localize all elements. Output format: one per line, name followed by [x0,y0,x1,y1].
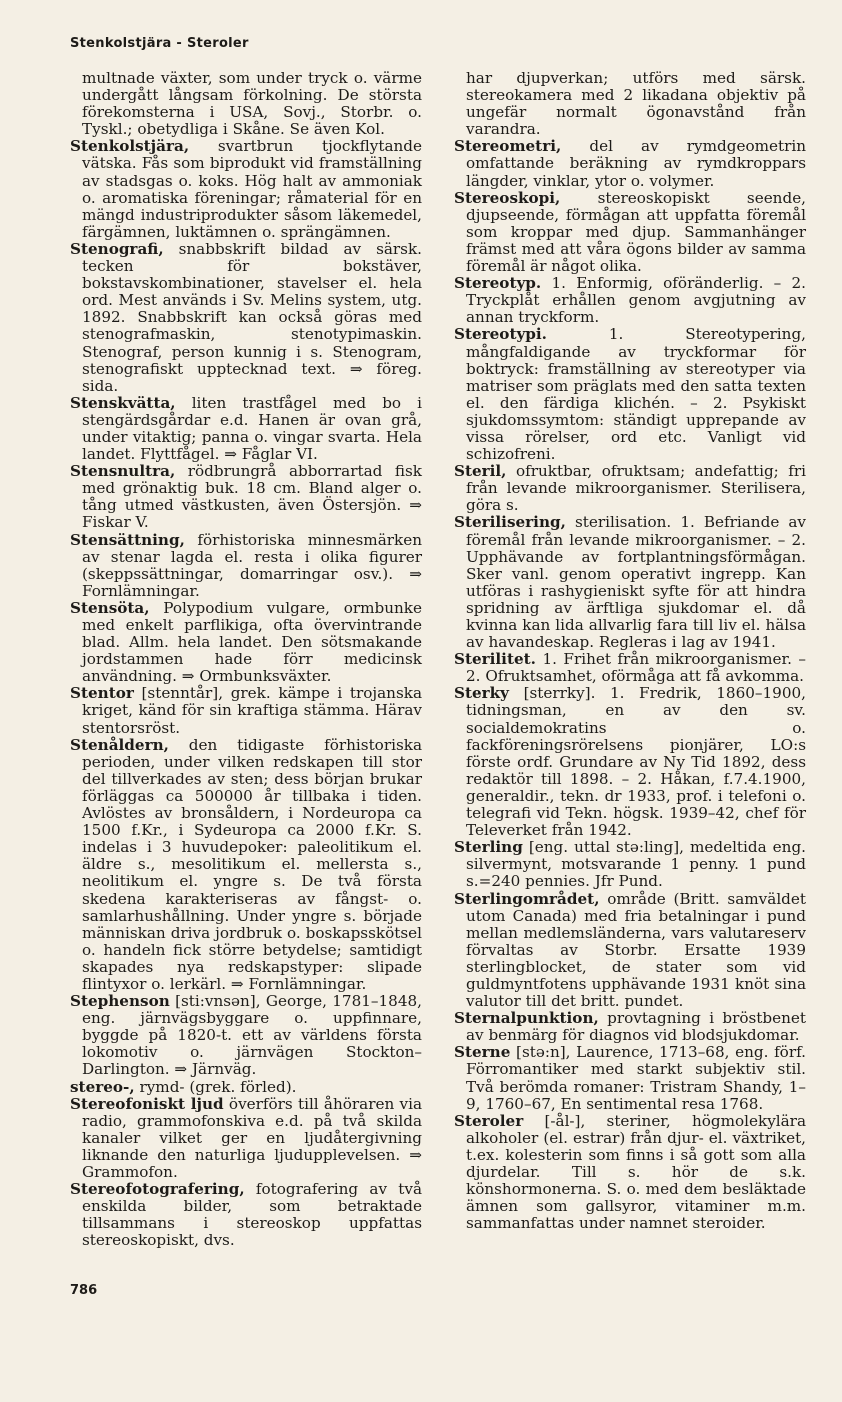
dictionary-entry: Stensättning, förhistoriska minnesmärken av stenar lagda el. resta i olika figurer (skeppssättningar, domarringar osv.). ⇒ Fornlämningar. [70,530,423,600]
dictionary-entry: Sterilisering, sterilisation. 1. Befriande av föremål från levande mikroorganismer. – 2. Upphävande av fortplantningsförmågan. Sker vanl. genom operativt ingrepp. Kan utföras i rashygieniskt syfte för att hindra spridning av ärftliga sjukdomar el. då kvinna kan lida allvarlig fara till liv el. hälsa av havandeskap. Regleras i lag av 1941. [454,513,807,652]
dictionary-entry: Stenåldern, den tidigaste förhistoriska perioden, under vilken redskapen till stor del tillverkades av sten; dess början brukar förläggas ca 500000 år tillbaka i tiden. Avlöstes av bronsåldern, i Nordeuropa ca 1500 f.Kr., i Sydeuropa ca 2000 f.Kr. S. indelas i 3 huvudepoker: paleolitikum el. äldre s., mesolitikum el. mellersta s., neolitikum el. yngre s. De två första skedena karakteriseras av fångst- o. samlarhushållning. Under yngre s. började människan driva jordbruk o. boskapsskötsel o. handeln fick större betydelse; samtidigt skapades nya redskapstyper: slipade flintyxor o. lerkärl. ⇒ Fornlämningar. [70,735,422,993]
dictionary-entry: Sternalpunktion, provtagning i bröstbenet av benmärg för diagnos vid blodsjukdomar. [454,1009,806,1045]
dictionary-entry: har djupverkan; utförs med särsk. stereokamera med 2 likadana objektiv på ungefär normalt ögonavstånd från varandra. [466,69,806,139]
left-column [70,70,422,1249]
dictionary-entry: Stereotypi. 1. Stereotypering, mångfaldigande av tryckformar för boktryck: framställning av stereotyper via matriser som präglats med den satta texten el. den färdiga klichén. – 2. Psykiskt sjukdomssymtom: ständigt upprepande av vissa rörelser, ord etc. Vanligt vid schizofreni. [454,325,806,464]
dictionary-entry: Stentor [stenntår], grek. kämpe i trojanska kriget, känd för sin kraftiga stämma. Härav stentorsröst. [70,684,422,737]
dictionary-entry: Steroler [-ål-], steriner, högmolekylära alkoholer (el. estrar) från djur- el. växtriket, t.ex. kolesterin som finns i så gott som alla djurdelar. Till s. hör de s.k. könshormonerna. S. o. med dem besläktade ämnen som gallsyror, vitaminer m.m. sammanfattas under namnet steroider. [454,1111,807,1233]
dictionary-entry: Sterling [eng. uttal stə:ling], medeltida eng. silvermynt, motsvarande 1 penny. 1 pund s.=240 pennies. Jfr Pund. [454,838,806,891]
dictionary-entry: Stensöta, Polypodium vulgare, ormbunke med enkelt parflikiga, ofta övervintrande blad. Allm. hela landet. Den sötsmakande jordstammen hade förr medicinsk användning. ⇒ Ormbunksväxter. [70,598,423,686]
dictionary-entry: Steril, ofruktbar, ofruktsam; andefattig; fri från levande mikroorganismer. Sterilisera, göra s. [454,462,806,515]
dictionary-entry: Stereotyp. 1. Enformig, oföränderlig. – 2. Tryckplåt erhållen genom avgjutning av annan tryckform. [454,274,807,327]
dictionary-entry: Stereometri, del av rymdgeometrin omfattande beräkning av rymdkroppars längder, vinklar, ytor o. volymer. [454,137,806,190]
dictionary-entry: Stereoskopi, stereoskopiskt seende, djupseende, förmågan att uppfatta föremål som kroppar med djup. Sammanhänger främst med att våra ögons bilder av samma föremål är något olika. [454,188,807,276]
dictionary-entry: Sterilitet. 1. Frihet från mikroorganismer. – 2. Ofruktsamhet, oförmåga att få avkomma. [454,650,807,686]
dictionary-entry: stereo-, rymd- (grek. förled). [70,1077,297,1096]
dictionary-entry: Stereofotografering, fotografering av två enskilda bilder, som betraktade tillsammans i stereoskop uppfattas stereoskopiskt, dvs. [70,1180,422,1250]
dictionary-entry: Stereofoniskt ljud överförs till åhöraren via radio, grammofonskiva e.d. på två skilda kanaler vilket ger en ljudåtergivning liknande den naturliga ljudupplevelsen. ⇒ Grammofon. [70,1094,422,1181]
running-header: Stenkolstjära - Steroler [70,36,249,51]
dictionary-entry: Stenografi, snabbskrift bildad av särsk. tecken för bokstäver, bokstavskombinationer, stavelser el. hela ord. Mest används i Sv. Melins system, utg. 1892. Snabbskrift kan också göras med stenografmaskin, stenotypimaskin. Stenograf, person kunnig i s. Stenogram, stenografiskt upptecknad text. ⇒ föreg. sida. [70,239,423,395]
right-column [454,70,806,1232]
dictionary-entry: Stenkolstjära, svartbrun tjockflytande vätska. Fås som biprodukt vid framställning av stadsgas o. koks. Hög halt av ammoniak o. aromatiska föreningar; råmaterial för en mängd industriprodukter såsom läkemedel, färgämnen, luktämnen o. sprängämnen. [70,137,422,241]
dictionary-entry: Sterlingområdet, område (Britt. samväldet utom Canada) med fria betalningar i pund mellan medlemsländerna, vars valutareserv förvaltas av Storbr. Ersatte 1939 sterlingblocket, de stater som vid guldmyntfotens upphävande 1931 knöt sina valutor till det britt. pundet. [454,889,806,1011]
dictionary-entry: Stenskvätta, liten trastfågel med bo i stengärdsgårdar e.d. Hanen är ovan grå, under vitaktig; panna o. vingar svarta. Hela landet. Flyttfågel. ⇒ Fåglar VI. [70,393,423,464]
page-number: 786 [70,1283,98,1298]
dictionary-entry: Stensnultra, rödbrungrå abborrartad fisk med grönaktig buk. 18 cm. Bland alger o. tång utmed västkusten, även Östersjön. ⇒ Fiskar V. [70,462,422,532]
dictionary-entry: Sterky [sterrky]. 1. Fredrik, 1860–1900, tidningsman, en av den sv. socialdemokratins o. fackföreningsrörelsens pionjärer, LO:s förste ordf. Grundare av Ny Tid 1892, dess redaktör till 1898. – 2. Håkan, f.7.4.1900, generaldir., tekn. dr 1933, prof. i telefoni o. telegrafi vid Tekn. högsk. 1939–42, chef för Televerket från 1942. [454,684,806,840]
dictionary-entry: multnade växter, som under tryck o. värme undergått långsam förkolning. De största förekomsterna i USA, Sovj., Storbr. o. Tyskl.; obetydliga i Skåne. Se även Kol. [82,69,422,139]
dictionary-entry: Stephenson [sti:vnsən], George, 1781–1848, eng. järnvägsbyggare o. uppfinnare, byggde på 1820-t. ett av världens första lokomotiv o. järnvägen Stockton–Darlington. ⇒ Järnväg. [70,992,422,1079]
dictionary-entry: Sterne [stə:n], Laurence, 1713–68, eng. förf. Förromantiker med starkt subjektiv stil. Två berömda romaner: Tristram Shandy, 1–9, 1760–67, En sentimental resa 1768. [454,1043,806,1113]
